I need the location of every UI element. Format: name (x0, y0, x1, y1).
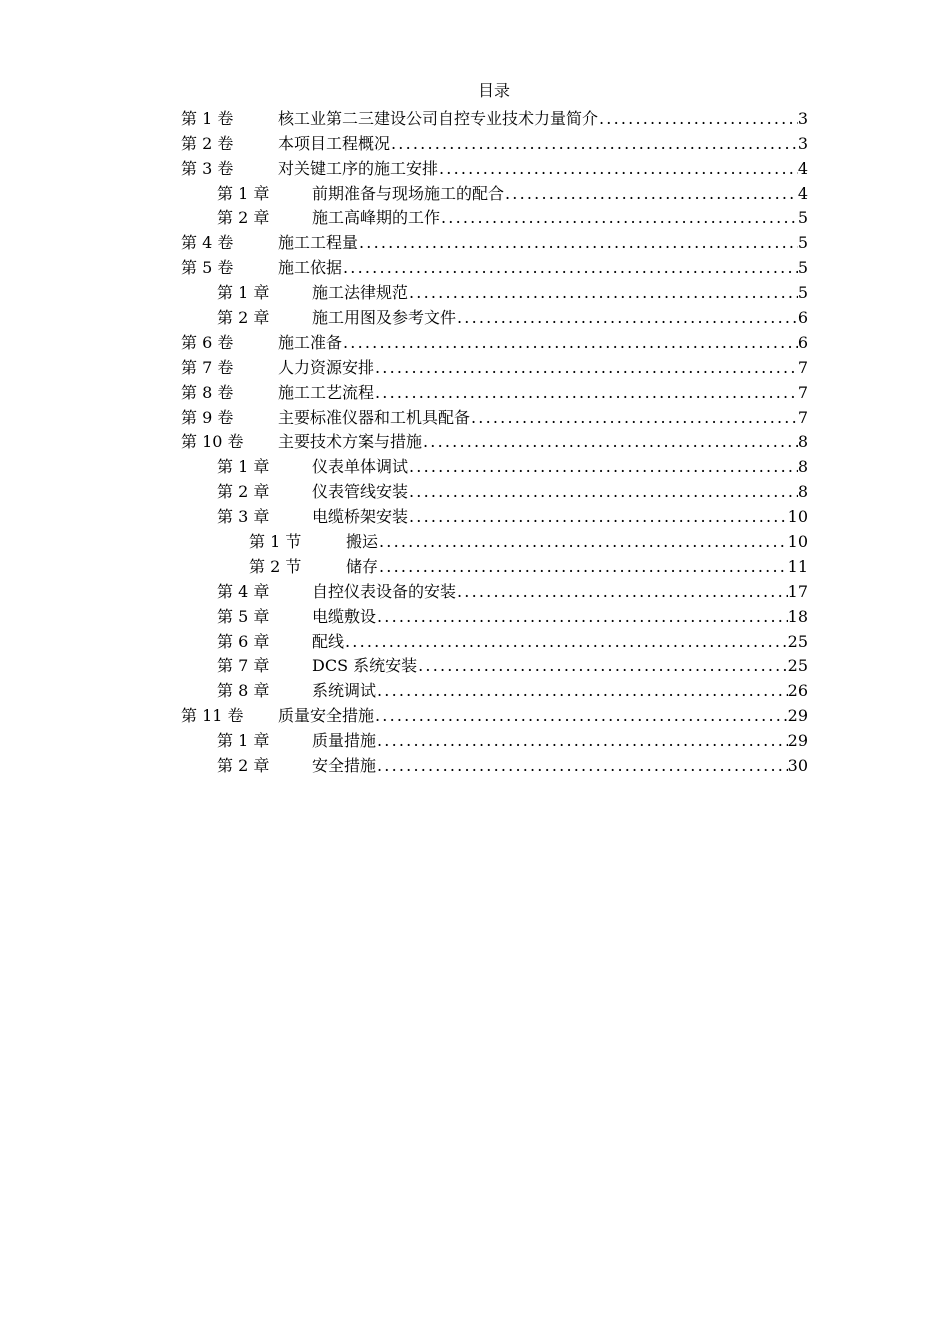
toc-entry-page-number: 5 (797, 258, 808, 278)
toc-dot-leader (376, 756, 788, 776)
toc-entry[interactable] (181, 303, 808, 328)
toc-entry-page-number: 8 (797, 432, 808, 452)
toc-entry-page-number: 3 (797, 108, 808, 128)
toc-entry-page-number: 17 (787, 581, 808, 601)
toc-entry-title: 仪表单体调试 (312, 457, 409, 477)
toc-entry-number: 第 1 节 (249, 532, 302, 552)
toc-entry-number: 第 1 章 (217, 283, 270, 303)
toc-entry[interactable] (181, 228, 808, 253)
toc-entry-number: 第 3 章 (217, 507, 270, 527)
toc-dot-leader (470, 408, 798, 428)
toc-dot-leader (417, 656, 788, 676)
toc-entry-number: 第 3 卷 (181, 158, 234, 178)
toc-entry[interactable] (181, 253, 808, 278)
table-of-contents (181, 104, 808, 776)
toc-dot-leader (598, 109, 798, 129)
toc-entry-page-number: 10 (787, 532, 808, 552)
toc-entry[interactable] (181, 328, 808, 353)
toc-entry-page-number: 18 (787, 606, 808, 626)
toc-dot-leader (374, 706, 788, 726)
toc-entry-page-number: 11 (787, 556, 808, 576)
toc-entry-title: 施工依据 (278, 258, 343, 278)
toc-entry-title: 自控仪表设备的安装 (312, 581, 457, 601)
toc-entry-title: DCS 系统安装 (312, 656, 418, 676)
toc-entry-title: 安全措施 (312, 756, 377, 776)
toc-entry-number: 第 2 章 (217, 756, 270, 776)
toc-entry-page-number: 10 (787, 507, 808, 527)
toc-dot-leader (376, 731, 788, 751)
toc-entry-title: 本项目工程概况 (278, 133, 391, 153)
toc-entry-title: 主要标准仪器和工机具配备 (278, 407, 471, 427)
toc-entry-page-number: 8 (797, 457, 808, 477)
toc-entry-number: 第 2 章 (217, 482, 270, 502)
toc-entry[interactable] (181, 751, 808, 776)
toc-dot-leader (408, 283, 798, 303)
toc-entry-page-number: 7 (797, 407, 808, 427)
toc-entry-number: 第 1 章 (217, 183, 270, 203)
toc-entry-number: 第 5 章 (217, 606, 270, 626)
toc-entry-number: 第 4 章 (217, 581, 270, 601)
toc-dot-leader (344, 632, 788, 652)
toc-entry-page-number: 29 (787, 706, 808, 726)
toc-entry-page-number: 26 (787, 681, 808, 701)
toc-entry-page-number: 3 (797, 133, 808, 153)
toc-entry-title: 主要技术方案与措施 (278, 432, 423, 452)
toc-entry[interactable] (181, 676, 808, 701)
toc-entry[interactable] (181, 477, 808, 502)
toc-entry[interactable] (181, 527, 808, 552)
toc-entry-title: 质量措施 (312, 731, 377, 751)
toc-entry-title: 搬运 (346, 532, 379, 552)
toc-dot-leader (440, 208, 798, 228)
toc-entry-number: 第 4 卷 (181, 233, 234, 253)
toc-entry-title: 电缆敷设 (312, 606, 377, 626)
toc-entry[interactable] (181, 104, 808, 129)
toc-dot-leader (438, 159, 798, 179)
toc-dot-leader (342, 333, 798, 353)
toc-entry-page-number: 5 (797, 283, 808, 303)
toc-entry-number: 第 1 章 (217, 457, 270, 477)
toc-entry-number: 第 1 章 (217, 731, 270, 751)
toc-entry-page-number: 25 (787, 656, 808, 676)
toc-dot-leader (378, 557, 788, 577)
toc-entry-title: 电缆桥架安装 (312, 507, 409, 527)
toc-entry-page-number: 4 (797, 158, 808, 178)
toc-entry-number: 第 2 章 (217, 208, 270, 228)
toc-dot-leader (504, 184, 798, 204)
toc-entry-page-number: 7 (797, 357, 808, 377)
toc-dot-leader (422, 432, 798, 452)
toc-entry-number: 第 11 卷 (181, 706, 244, 726)
toc-entry[interactable] (181, 278, 808, 303)
toc-entry-number: 第 10 卷 (181, 432, 244, 452)
toc-entry-title: 施工法律规范 (312, 283, 409, 303)
toc-entry[interactable] (181, 577, 808, 602)
toc-dot-leader (374, 383, 798, 403)
toc-entry-number: 第 7 章 (217, 656, 270, 676)
toc-entry-number: 第 2 卷 (181, 133, 234, 153)
toc-entry[interactable] (181, 129, 808, 154)
toc-dot-leader (342, 258, 798, 278)
toc-dot-leader (456, 582, 788, 602)
toc-entry-number: 第 2 章 (217, 308, 270, 328)
toc-entry-page-number: 29 (787, 731, 808, 751)
toc-entry-page-number: 6 (797, 332, 808, 352)
toc-entry-page-number: 30 (787, 756, 808, 776)
toc-entry[interactable] (181, 726, 808, 751)
toc-dot-leader (456, 308, 798, 328)
toc-dot-leader (378, 532, 788, 552)
toc-entry-number: 第 1 卷 (181, 108, 234, 128)
toc-entry[interactable] (181, 627, 808, 652)
toc-entry-number: 第 6 卷 (181, 332, 234, 352)
toc-dot-leader (376, 681, 788, 701)
toc-title: 目录 (477, 81, 510, 100)
toc-entry-title: 施工高峰期的工作 (312, 208, 441, 228)
toc-entry-page-number: 6 (797, 308, 808, 328)
toc-entry-title: 前期准备与现场施工的配合 (312, 183, 505, 203)
toc-dot-leader (408, 457, 798, 477)
toc-entry-number: 第 8 章 (217, 681, 270, 701)
toc-entry-title: 施工工艺流程 (278, 382, 375, 402)
toc-entry-number: 第 7 卷 (181, 357, 234, 377)
toc-entry-number: 第 2 节 (249, 556, 302, 576)
toc-dot-leader (408, 482, 798, 502)
toc-entry-number: 第 6 章 (217, 631, 270, 651)
toc-entry[interactable] (181, 602, 808, 627)
toc-dot-leader (358, 233, 798, 253)
toc-entry[interactable] (181, 502, 808, 527)
toc-entry-title: 质量安全措施 (278, 706, 375, 726)
toc-entry-title: 配线 (312, 631, 345, 651)
toc-dot-leader (408, 507, 788, 527)
toc-entry-page-number: 5 (797, 233, 808, 253)
toc-entry-page-number: 4 (797, 183, 808, 203)
toc-entry[interactable] (181, 428, 808, 453)
toc-entry-title: 施工用图及参考文件 (312, 308, 457, 328)
toc-dot-leader (390, 134, 798, 154)
toc-entry[interactable] (181, 204, 808, 229)
toc-entry-number: 第 9 卷 (181, 407, 234, 427)
toc-entry[interactable] (181, 353, 808, 378)
toc-entry-page-number: 25 (787, 631, 808, 651)
toc-entry[interactable] (181, 652, 808, 677)
toc-entry[interactable] (181, 552, 808, 577)
toc-entry-page-number: 5 (797, 208, 808, 228)
toc-entry-number: 第 5 卷 (181, 258, 234, 278)
toc-entry-page-number: 7 (797, 382, 808, 402)
toc-entry-title: 系统调试 (312, 681, 377, 701)
toc-entry[interactable] (181, 701, 808, 726)
toc-entry-number: 第 8 卷 (181, 382, 234, 402)
toc-dot-leader (376, 607, 788, 627)
toc-entry[interactable] (181, 154, 808, 179)
toc-entry-title: 储存 (346, 556, 379, 576)
toc-entry[interactable] (181, 378, 808, 403)
toc-entry[interactable] (181, 179, 808, 204)
toc-entry-title: 仪表管线安装 (312, 482, 409, 502)
toc-entry-title: 对关键工序的施工安排 (278, 158, 439, 178)
toc-entry-title: 核工业第二三建设公司自控专业技术力量简介 (278, 108, 599, 128)
toc-entry[interactable] (181, 452, 808, 477)
toc-entry-title: 施工准备 (278, 332, 343, 352)
toc-entry[interactable] (181, 403, 808, 428)
toc-entry-title: 施工工程量 (278, 233, 359, 253)
toc-entry-title: 人力资源安排 (278, 357, 375, 377)
toc-dot-leader (374, 358, 798, 378)
toc-entry-page-number: 8 (797, 482, 808, 502)
